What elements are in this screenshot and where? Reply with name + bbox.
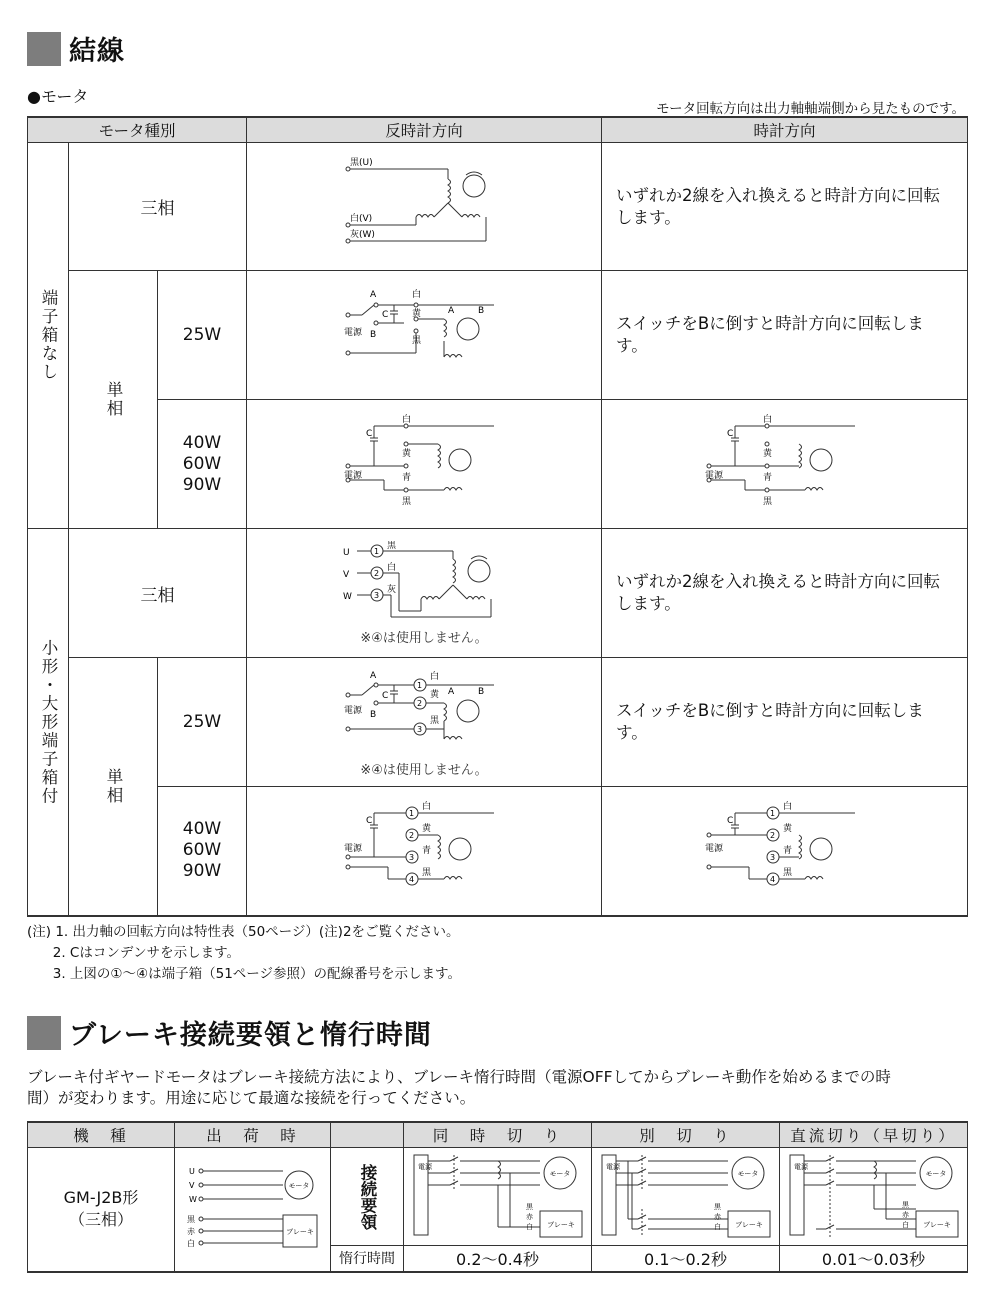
label-power: 電源 bbox=[704, 471, 723, 481]
label-white-v: 白(V) bbox=[350, 213, 373, 224]
group-terminal-box bbox=[28, 529, 69, 916]
label-c: C bbox=[382, 690, 389, 701]
terminal-2: 2 bbox=[769, 830, 775, 840]
label-motor: モータ bbox=[737, 1169, 758, 1178]
label-b2: B bbox=[478, 686, 485, 697]
three-phase-label: 三相 bbox=[69, 143, 247, 271]
header-blank bbox=[331, 1122, 404, 1148]
separate-cut-diagram bbox=[598, 1149, 774, 1241]
watt-40: 40W bbox=[182, 432, 222, 453]
label-black: 黒 bbox=[762, 497, 772, 507]
diagram-40-90w-cw bbox=[602, 400, 968, 529]
watt-40-90-labels bbox=[158, 400, 247, 529]
watt-90: 90W bbox=[182, 474, 222, 495]
label-brake: ブレーキ bbox=[922, 1220, 951, 1229]
terminal-3: 3 bbox=[374, 590, 380, 600]
diagram-three-phase-ccw bbox=[247, 143, 602, 271]
label-a: A bbox=[370, 670, 377, 681]
label-white: 白 bbox=[412, 290, 422, 300]
label-a: A bbox=[370, 290, 377, 300]
terminal-3: 3 bbox=[409, 852, 415, 862]
label-black: 黒 bbox=[186, 1215, 195, 1225]
coast-time-dc: 0.01～0.03秒 bbox=[780, 1246, 968, 1272]
label-white: 白 bbox=[762, 415, 772, 425]
watt-90: 90W bbox=[182, 861, 222, 882]
simultaneous-diagram-cell bbox=[404, 1148, 592, 1246]
simultaneous-cut-diagram bbox=[410, 1149, 586, 1241]
direction-note: モータ回転方向は出力軸軸端側から見たものです。 bbox=[656, 101, 965, 117]
watt-40-90-labels-2 bbox=[158, 787, 247, 916]
single-phase-label: 単相 bbox=[69, 271, 158, 529]
label-blue: 青 bbox=[762, 473, 772, 483]
model-cell bbox=[28, 1148, 175, 1272]
motor-wiring-table bbox=[27, 116, 968, 917]
three-phase-box-diagram bbox=[339, 541, 509, 623]
brake-connection-table bbox=[27, 1121, 968, 1273]
label-power: 電源 bbox=[344, 843, 363, 854]
group-no-terminal-box bbox=[28, 143, 69, 529]
label-motor: モータ bbox=[925, 1169, 946, 1178]
single-phase-label-2: 単相 bbox=[69, 658, 158, 916]
three-phase-box-rotation-text: いずれか2線を入れ換えると時計方向に回転します。 bbox=[602, 529, 968, 658]
single-phase-40w-cw-diagram bbox=[705, 414, 865, 510]
footnotes bbox=[27, 922, 461, 985]
watt-60: 60W bbox=[182, 453, 222, 474]
diagram-25w-ccw bbox=[247, 271, 602, 400]
coast-time-simultaneous: 0.2～0.4秒 bbox=[404, 1246, 592, 1272]
coast-time-separate: 0.1～0.2秒 bbox=[592, 1246, 780, 1272]
terminal-4: 4 bbox=[769, 874, 775, 884]
label-black: 黒 bbox=[782, 867, 792, 878]
watt-60: 60W bbox=[182, 840, 222, 861]
label-brake: ブレーキ bbox=[546, 1220, 575, 1229]
label-white: 白 bbox=[782, 801, 792, 812]
watt-25-label-2: 25W bbox=[158, 658, 247, 787]
label-red: 赤 bbox=[901, 1210, 909, 1219]
label-yellow: 黄 bbox=[430, 689, 440, 700]
footnote-1: (注) 1. 出力軸の回転方向は特性表（50ページ）(注)2をご覧ください。 bbox=[27, 924, 460, 940]
single-phase-25w-diagram bbox=[344, 285, 504, 381]
label-white: 白 bbox=[387, 562, 397, 573]
label-blue: 青 bbox=[782, 845, 792, 856]
label-black: 黒 bbox=[901, 1200, 909, 1209]
label-b: B bbox=[370, 330, 377, 340]
label-u: U bbox=[188, 1167, 195, 1177]
label-white: 白 bbox=[713, 1222, 721, 1231]
label-brake: ブレーキ bbox=[734, 1220, 763, 1229]
label-c: C bbox=[382, 310, 389, 320]
dc-cut-diagram bbox=[786, 1149, 962, 1241]
diagram-40-90w-ccw bbox=[247, 400, 602, 529]
terminal-1: 1 bbox=[409, 808, 415, 818]
label-black: 黒 bbox=[430, 715, 440, 726]
three-phase-label-2: 三相 bbox=[69, 529, 247, 658]
header-cw: 時計方向 bbox=[602, 117, 968, 143]
dc-cut-diagram-cell bbox=[780, 1148, 968, 1246]
label-yellow: 黄 bbox=[402, 449, 412, 459]
group1-label: 端子箱なし bbox=[39, 289, 58, 382]
shipment-wiring-diagram bbox=[183, 1159, 323, 1255]
section-title: 結線 bbox=[69, 36, 125, 67]
label-power: 電源 bbox=[704, 843, 723, 854]
label-v: V bbox=[343, 569, 350, 580]
header-ccw: 反時計方向 bbox=[247, 117, 602, 143]
header-model: 機 種 bbox=[28, 1122, 175, 1148]
label-blue: 青 bbox=[402, 473, 412, 483]
section-title-brake: ブレーキ接続要領と惰行時間 bbox=[69, 1020, 432, 1051]
terminal-3: 3 bbox=[769, 852, 775, 862]
terminal-2: 2 bbox=[417, 698, 423, 708]
model-phase: （三相） bbox=[68, 1210, 133, 1230]
label-b: B bbox=[370, 709, 377, 720]
note-4-unused-2: ※④は使用しません。 bbox=[360, 762, 488, 778]
motor-label: ●モータ bbox=[27, 87, 89, 106]
single-phase-40w-ccw-diagram bbox=[344, 414, 504, 510]
single-phase-25w-box-diagram bbox=[344, 667, 504, 755]
label-gray-w: 灰(W) bbox=[350, 229, 375, 240]
label-black: 黒 bbox=[387, 540, 397, 551]
header-motor-type: モータ種別 bbox=[28, 117, 247, 143]
25w-rotation-text: スイッチをBに倒すと時計方向に回転します。 bbox=[602, 271, 968, 400]
label-power: 電源 bbox=[793, 1162, 808, 1171]
connection-label-cell bbox=[331, 1148, 404, 1246]
label-b2: B bbox=[478, 306, 485, 316]
label-c: C bbox=[366, 429, 373, 439]
label-a2: A bbox=[448, 686, 455, 697]
terminal-1: 1 bbox=[769, 808, 775, 818]
label-black: 黒 bbox=[525, 1202, 533, 1211]
header-simultaneous: 同 時 切 り bbox=[404, 1122, 592, 1148]
label-power: 電源 bbox=[344, 328, 363, 338]
heading-square-icon bbox=[27, 1016, 61, 1050]
label-yellow: 黄 bbox=[412, 309, 422, 319]
label-power: 電源 bbox=[417, 1162, 432, 1171]
label-brake: ブレーキ bbox=[285, 1228, 314, 1237]
terminal-2: 2 bbox=[409, 830, 415, 840]
note-4-unused: ※④は使用しません。 bbox=[360, 630, 488, 646]
separate-diagram-cell bbox=[592, 1148, 780, 1246]
label-v: V bbox=[188, 1181, 194, 1191]
label-power: 電源 bbox=[344, 471, 363, 481]
label-a2: A bbox=[448, 306, 455, 316]
label-white: 白 bbox=[901, 1220, 909, 1229]
label-white: 白 bbox=[186, 1239, 195, 1249]
terminal-1: 1 bbox=[374, 546, 380, 556]
label-yellow: 黄 bbox=[782, 823, 792, 834]
brake-intro bbox=[27, 1067, 891, 1109]
shipment-diagram-cell bbox=[175, 1148, 331, 1272]
header-shipment: 出 荷 時 bbox=[175, 1122, 331, 1148]
diagram-40-90w-box-cw bbox=[602, 787, 968, 916]
label-red: 赤 bbox=[186, 1227, 195, 1237]
label-white: 白 bbox=[525, 1222, 533, 1231]
terminal-1: 1 bbox=[417, 680, 423, 690]
label-power: 電源 bbox=[605, 1162, 620, 1171]
label-power: 電源 bbox=[344, 705, 363, 716]
label-blue: 青 bbox=[422, 845, 432, 856]
label-motor: モータ bbox=[549, 1169, 570, 1178]
single-phase-40w-box-cw-diagram bbox=[705, 801, 865, 897]
label-white: 白 bbox=[422, 801, 432, 812]
label-black: 黒 bbox=[422, 867, 432, 878]
diagram-three-phase-box-ccw bbox=[247, 529, 602, 658]
connection-label: 接続要領 bbox=[358, 1163, 377, 1230]
label-yellow: 黄 bbox=[422, 823, 432, 834]
single-phase-40w-box-ccw-diagram bbox=[344, 801, 504, 897]
header-dc-cut: 直流切り（早切り） bbox=[780, 1122, 968, 1148]
label-gray: 灰 bbox=[387, 584, 397, 595]
terminal-3: 3 bbox=[417, 724, 423, 734]
section-heading-wiring bbox=[27, 29, 125, 68]
terminal-4: 4 bbox=[409, 874, 415, 884]
label-white: 白 bbox=[430, 671, 440, 682]
25w-box-rotation-text: スイッチをBに倒すと時計方向に回転します。 bbox=[602, 658, 968, 787]
label-c: C bbox=[366, 815, 373, 826]
brake-intro-line-2: 間）が変わります。用途に応じて最適な接続を行ってください。 bbox=[27, 1089, 476, 1107]
brake-intro-line-1: ブレーキ付ギヤードモータはブレーキ接続方法により、ブレーキ惰行時間（電源OFFしてからブレーキ動作を始めるまでの時 bbox=[27, 1068, 891, 1086]
terminal-2: 2 bbox=[374, 568, 380, 578]
diagram-40-90w-box-ccw bbox=[247, 787, 602, 916]
model-name: GM-J2B形 bbox=[63, 1188, 139, 1208]
label-black: 黒 bbox=[713, 1202, 721, 1211]
label-c: C bbox=[726, 815, 733, 826]
label-u: U bbox=[343, 547, 350, 558]
label-red: 赤 bbox=[525, 1212, 533, 1221]
footnote-2: 2. Cはコンデンサを示します。 bbox=[27, 945, 240, 961]
label-black: 黒 bbox=[402, 497, 412, 507]
label-black: 黒 bbox=[412, 336, 422, 346]
diagram-25w-box-ccw bbox=[247, 658, 602, 787]
header-separate: 別 切 り bbox=[592, 1122, 780, 1148]
watt-25-label: 25W bbox=[158, 271, 247, 400]
label-w: W bbox=[188, 1195, 197, 1205]
heading-square-icon bbox=[27, 32, 61, 66]
three-phase-rotation-text: いずれか2線を入れ換えると時計方向に回転します。 bbox=[602, 143, 968, 271]
group2-label: 小形・大形端子箱付 bbox=[39, 638, 58, 805]
three-phase-wiring-diagram bbox=[344, 155, 504, 255]
section-heading-brake bbox=[27, 1013, 432, 1052]
label-c: C bbox=[726, 429, 733, 439]
label-yellow: 黄 bbox=[762, 449, 772, 459]
label-red: 赤 bbox=[713, 1212, 721, 1221]
label-w: W bbox=[343, 591, 352, 602]
label-white: 白 bbox=[402, 415, 412, 425]
watt-40: 40W bbox=[182, 819, 222, 840]
footnote-3: 3. 上図の①～④は端子箱（51ページ参照）の配線番号を示します。 bbox=[27, 966, 461, 982]
label-motor: モータ bbox=[288, 1182, 309, 1191]
label-black-u: 黒(U) bbox=[350, 157, 373, 168]
coast-label: 惰行時間 bbox=[331, 1246, 404, 1272]
